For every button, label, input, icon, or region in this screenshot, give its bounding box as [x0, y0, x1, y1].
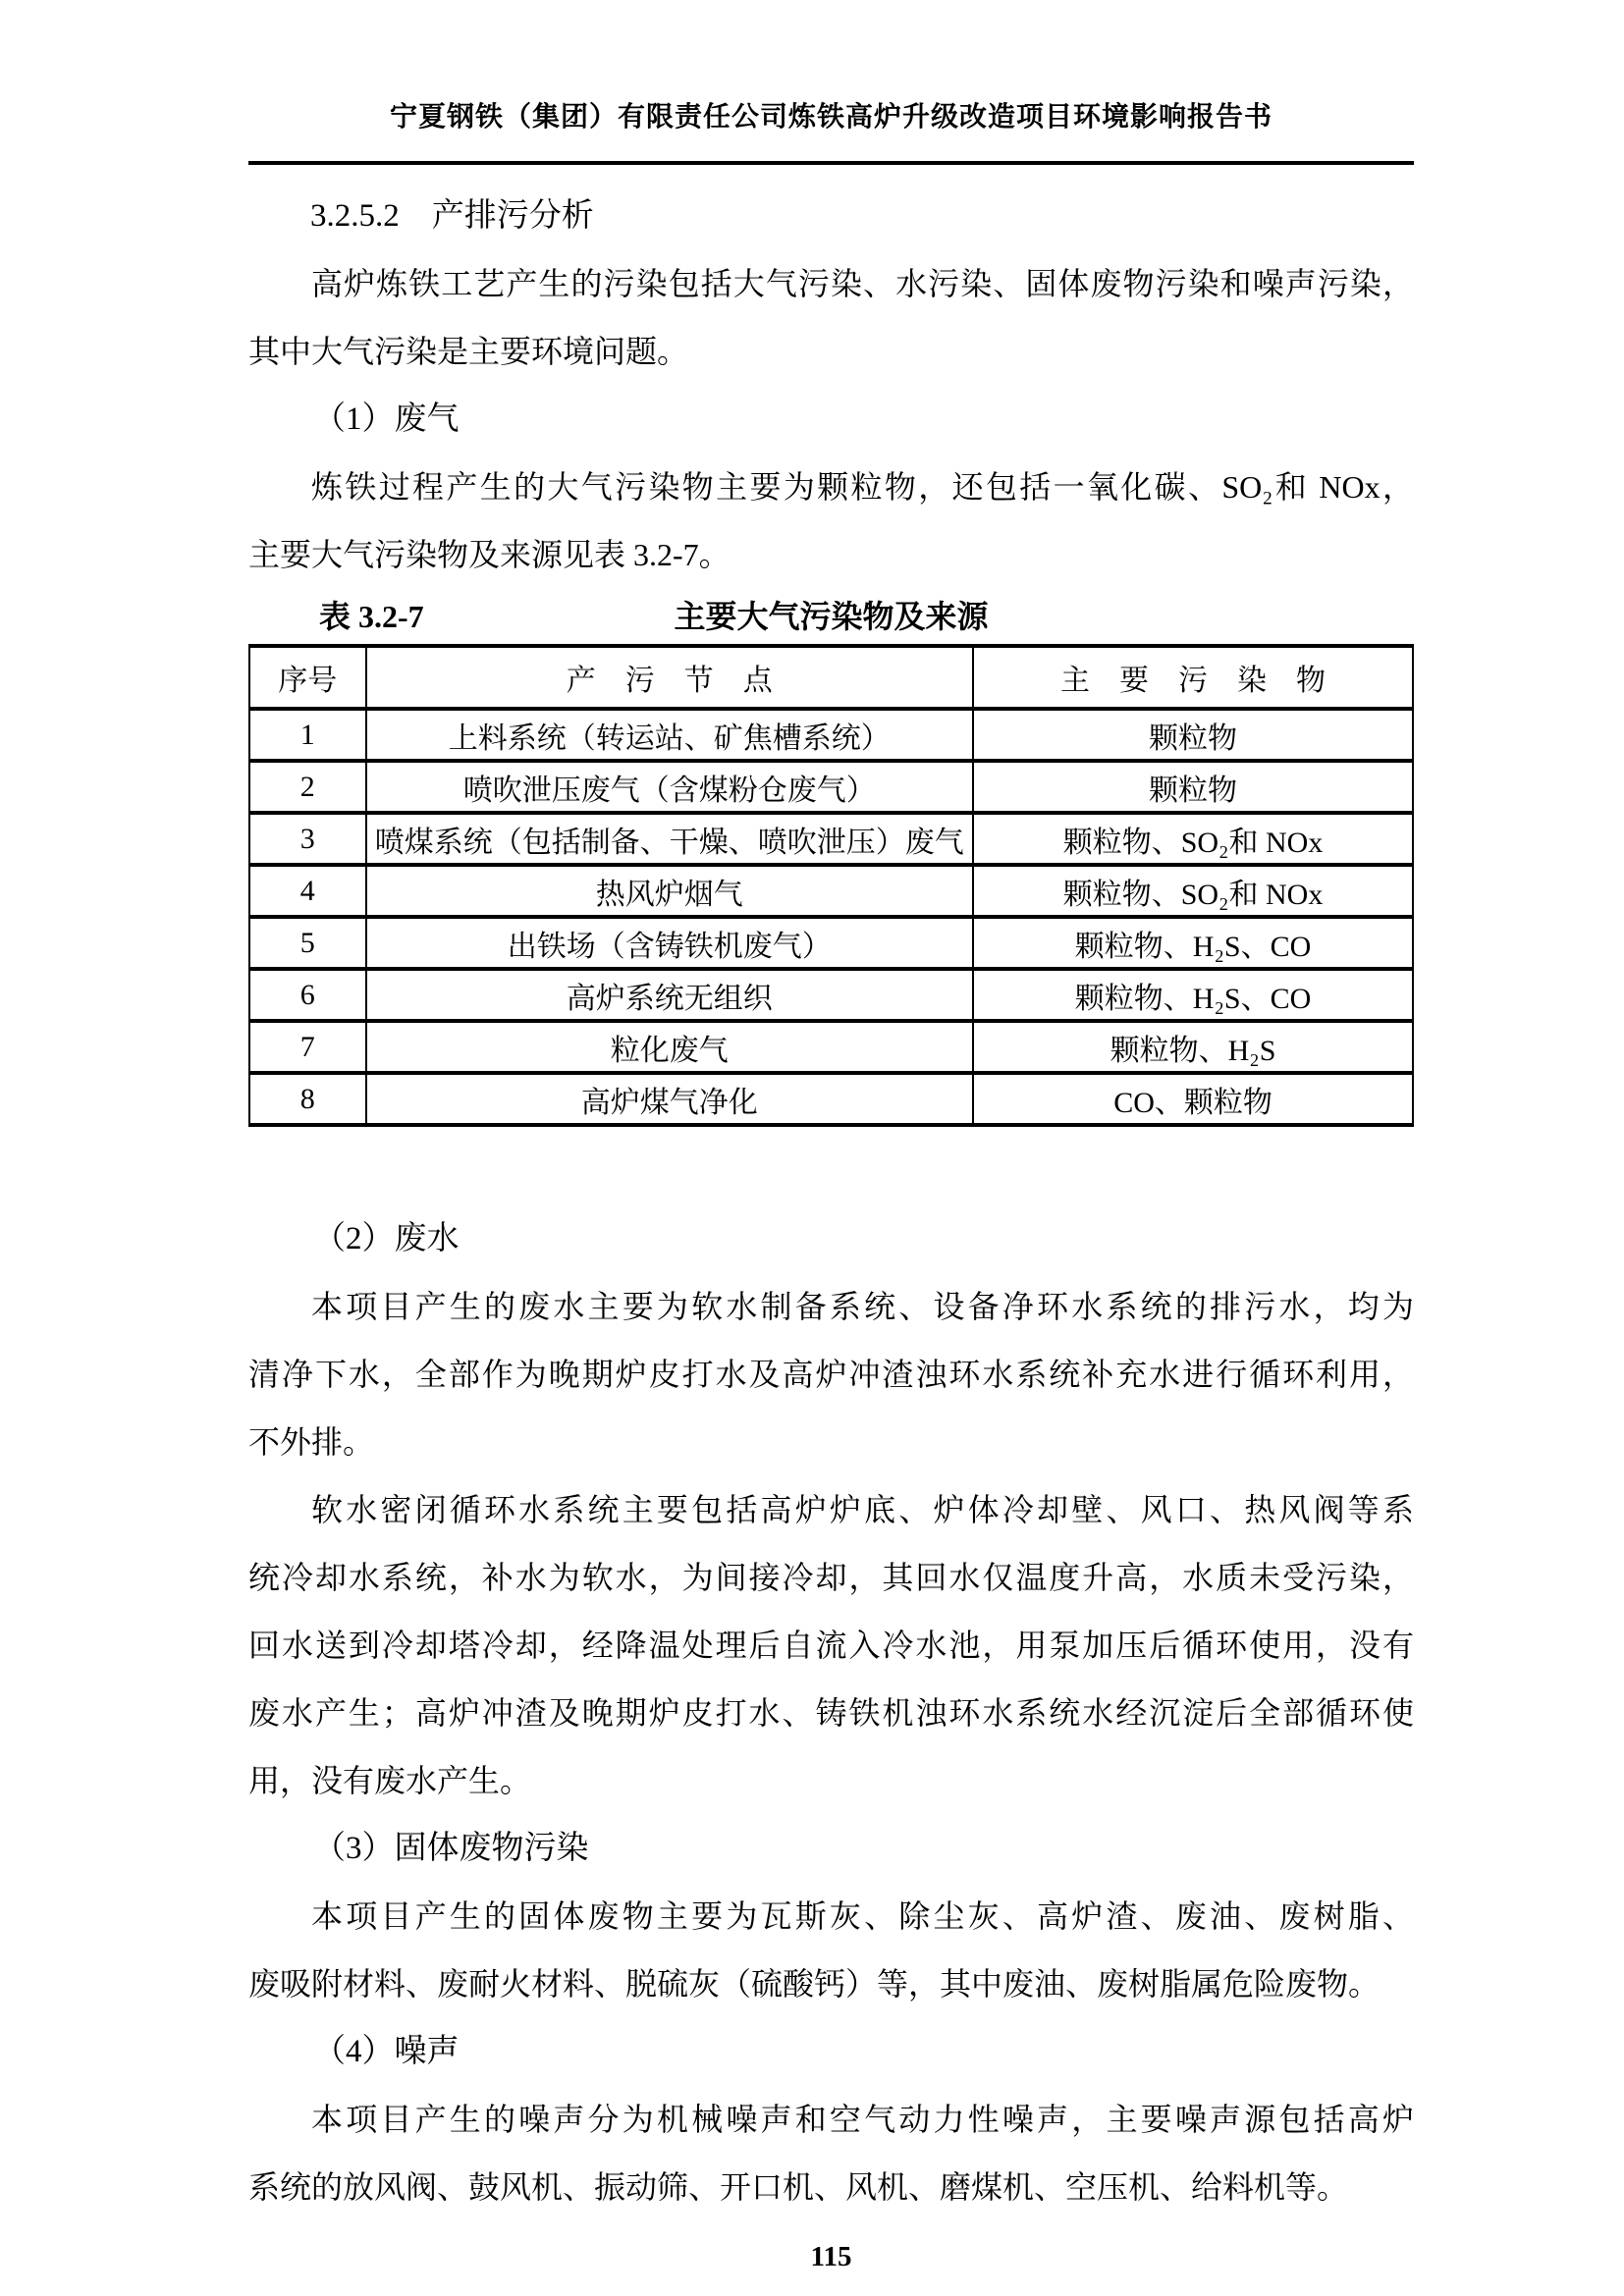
- list-label-waste-gas: （1）废气: [313, 401, 460, 437]
- table-row: [249, 813, 1413, 865]
- table-row: [249, 969, 1413, 1021]
- table-row: [249, 761, 1413, 813]
- cell-pollutants: 颗粒物、SO₂和 NOx: [973, 813, 1413, 865]
- column-header-pollutants: 主 要 污 染 物: [973, 646, 1413, 709]
- paragraph-line: 高炉炼铁工艺产生的污染包括大气污染、水污染、固体废物污染和噪声污染，: [311, 266, 1414, 301]
- cell-pollutants: CO、颗粒物: [973, 1073, 1413, 1125]
- pollutant-source-table: [248, 644, 1414, 1127]
- paragraph-line: 炼铁过程产生的大气污染物主要为颗粒物，还包括一氧化碳、SO₂和 NOx，: [311, 469, 1414, 505]
- paragraph-line: 统冷却水系统，补水为软水，为间接冷却，其回水仅温度升高，水质未受污染，: [248, 1560, 1414, 1595]
- cell-node: 喷吹泄压废气（含煤粉仓废气）: [366, 761, 974, 813]
- page-number: 115: [810, 2241, 852, 2272]
- paragraph-softwater: [248, 1476, 1414, 1815]
- paragraph-line: 不外排。: [248, 1424, 375, 1460]
- paragraph-line: 废水产生；高炉冲渣及晚期炉皮打水、铸铁机浊环水系统水经沉淀后全部循环使: [248, 1695, 1414, 1731]
- cell-node: 高炉系统无组织: [366, 969, 974, 1021]
- cell-no: 8: [249, 1073, 366, 1125]
- cell-node: 出铁场（含铸铁机废气）: [366, 917, 974, 969]
- list-label-waste-water: （2）废水: [313, 1221, 460, 1256]
- column-header-index: 序号: [249, 646, 366, 709]
- page-content: [248, 0, 1414, 2276]
- cell-pollutants: 颗粒物、H₂S、CO: [973, 917, 1413, 969]
- paragraph-solid: [248, 1883, 1414, 2018]
- paragraph-gas: [248, 454, 1414, 589]
- cell-pollutants: 颗粒物、H₂S、CO: [973, 969, 1413, 1021]
- paragraph-line: 本项目产生的噪声分为机械噪声和空气动力性噪声，主要噪声源包括高炉: [311, 2102, 1414, 2137]
- table-header-row: [249, 646, 1413, 709]
- cell-pollutants: 颗粒物: [973, 709, 1413, 761]
- paragraph-line: 本项目产生的固体废物主要为瓦斯灰、除尘灰、高炉渣、废油、废树脂、: [311, 1898, 1414, 1934]
- paragraph-line: 本项目产生的废水主要为软水制备系统、设备净环水系统的排污水，均为: [311, 1289, 1414, 1324]
- paragraph-line: 用，没有废水产生。: [248, 1763, 532, 1798]
- cell-no: 6: [249, 969, 366, 1021]
- cell-node: 上料系统（转运站、矿焦槽系统）: [366, 709, 974, 761]
- cell-no: 4: [249, 865, 366, 917]
- table-row: [249, 1021, 1413, 1073]
- header-divider: [248, 161, 1414, 165]
- list-label-solid-waste: （3）固体废物污染: [313, 1831, 589, 1866]
- paragraph-line: 回水送到冷却塔冷却，经降温处理后自流入冷水池，用泵加压后循环使用，没有: [248, 1628, 1414, 1663]
- table-row: [249, 917, 1413, 969]
- table-caption-label: 表 3.2-7: [319, 599, 424, 634]
- paragraph-line: 废吸附材料、废耐火材料、脱硫灰（硫酸钙）等，其中废油、废树脂属危险废物。: [248, 1966, 1380, 2002]
- cell-no: 2: [249, 761, 366, 813]
- cell-no: 3: [249, 813, 366, 865]
- cell-node: 喷煤系统（包括制备、干燥、喷吹泄压）废气: [366, 813, 974, 865]
- cell-no: 7: [249, 1021, 366, 1073]
- table-row: [249, 865, 1413, 917]
- paragraph-line: 其中大气污染是主要环境问题。: [248, 334, 689, 369]
- paragraph-noise: [248, 2086, 1414, 2221]
- paragraph-intro: [248, 250, 1414, 386]
- cell-pollutants: 颗粒物、H₂S: [973, 1021, 1413, 1073]
- cell-no: 1: [249, 709, 366, 761]
- paragraph-line: 主要大气污染物及来源见表 3.2-7。: [248, 537, 731, 572]
- cell-node: 热风炉烟气: [366, 865, 974, 917]
- cell-pollutants: 颗粒物、SO₂和 NOx: [973, 865, 1413, 917]
- table-row: [249, 709, 1413, 761]
- paragraph-line: 系统的放风阀、鼓风机、振动筛、开口机、风机、磨煤机、空压机、给料机等。: [248, 2169, 1349, 2205]
- paragraph-line: 清净下水，全部作为晚期炉皮打水及高炉冲渣浊环水系统补充水进行循环利用，: [248, 1357, 1414, 1392]
- section-heading: 3.2.5.2 产排污分析: [310, 198, 594, 234]
- list-label-noise: （4）噪声: [313, 2034, 460, 2069]
- running-header-title: 宁夏钢铁（集团）有限责任公司炼铁高炉升级改造项目环境影响报告书: [389, 102, 1272, 133]
- table-caption-title: 主要大气污染物及来源: [674, 599, 989, 634]
- column-header-node: 产 污 节 点: [366, 646, 974, 709]
- cell-node: 高炉煤气净化: [366, 1073, 974, 1125]
- cell-no: 5: [249, 917, 366, 969]
- paragraph-water: [248, 1273, 1414, 1476]
- paragraph-line: 软水密闭循环水系统主要包括高炉炉底、炉体冷却壁、风口、热风阀等系: [311, 1492, 1414, 1527]
- table-row: [249, 1073, 1413, 1125]
- cell-pollutants: 颗粒物: [973, 761, 1413, 813]
- table-caption: [248, 589, 1414, 644]
- cell-node: 粒化废气: [366, 1021, 974, 1073]
